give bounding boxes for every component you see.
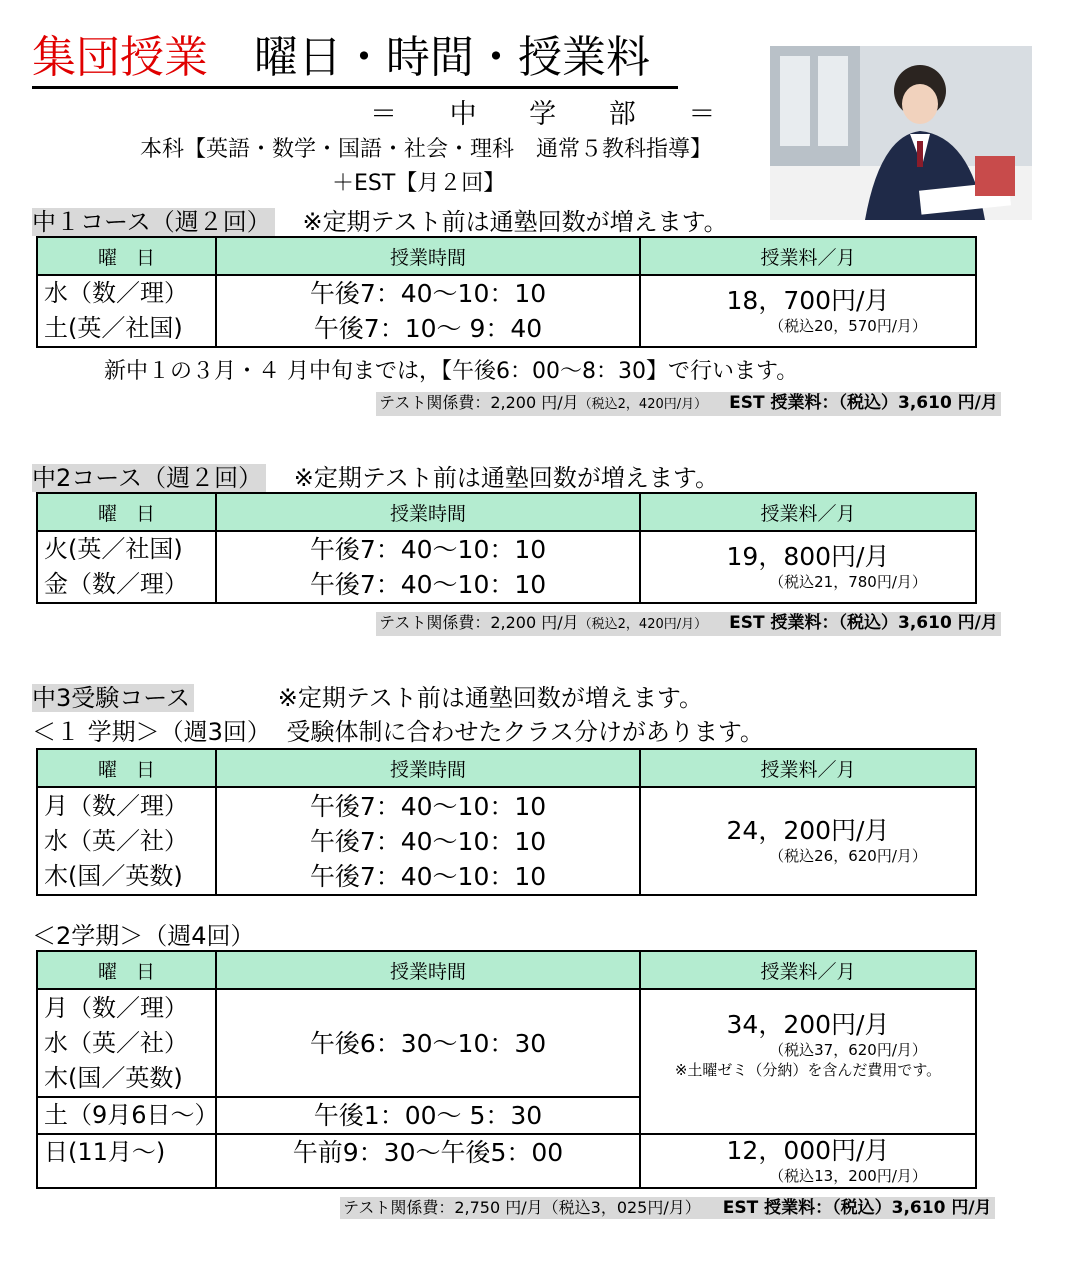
title-red: 集団授業 xyxy=(32,32,208,83)
fee-amount: 18，700円/月 xyxy=(726,286,890,315)
day-label: 火(英／社国) xyxy=(44,535,183,563)
fee-cell xyxy=(640,989,976,1134)
day-cell xyxy=(37,787,216,895)
term1-note: 受験体制に合わせたクラス分けがあります。 xyxy=(286,718,764,746)
est-fee: EST 授業料：（税込）3,610 円/月 xyxy=(729,613,998,633)
term2-title: ＜2学期＞（週4回） xyxy=(32,922,255,950)
fee-cell xyxy=(640,1134,976,1188)
fee-amount: 12，000円/月 xyxy=(726,1136,890,1165)
time-label: 午後6：30～10：30 xyxy=(309,1028,547,1058)
est-fee: EST 授業料：（税込）3,610 円/月 xyxy=(729,393,998,413)
est-line: ＋EST【月２回】 xyxy=(332,171,506,196)
fee-amount: 34，200円/月 xyxy=(726,1009,890,1039)
header-day: 曜 日 xyxy=(37,493,216,531)
header-day: 曜 日 xyxy=(37,237,216,275)
day-cell xyxy=(37,1097,219,1134)
header-day: 曜 日 xyxy=(37,749,216,787)
day-cell xyxy=(37,531,216,603)
day-label: 木(国／英数) xyxy=(44,1063,183,1092)
time-label: 午後7：40～10：10 xyxy=(309,570,547,599)
course3-note: ※定期テスト前は通塾回数が増えます。 xyxy=(277,684,703,712)
day-cell xyxy=(37,989,216,1097)
day-label: 金（数／理） xyxy=(44,570,188,598)
title-black: 曜日・時間・授業料 xyxy=(254,32,650,83)
course1-heading xyxy=(32,202,728,237)
day-label: 土(英／社国) xyxy=(44,314,183,342)
term1-table xyxy=(36,748,977,896)
time-label: 午後7：40～10：10 xyxy=(309,861,547,891)
day-cell xyxy=(37,275,216,347)
course2-heading xyxy=(32,458,719,493)
term2-table xyxy=(36,950,977,1189)
day-label: 月（数／理） xyxy=(44,791,188,820)
course2-fees xyxy=(376,612,1001,636)
header-fee: 授業料／月 xyxy=(640,237,976,275)
time-label: 午後7：40～10：10 xyxy=(309,826,547,856)
time-label: 午後7：40～10：10 xyxy=(309,279,547,308)
fee-cell xyxy=(640,275,976,347)
time-cell xyxy=(216,531,640,603)
header-day: 曜 日 xyxy=(37,951,216,989)
fee-tax: （税込13，200円/月） xyxy=(769,1167,927,1185)
header-fee: 授業料／月 xyxy=(640,951,976,989)
course1-note: ※定期テスト前は通塾回数が増えます。 xyxy=(302,208,728,236)
term1-heading xyxy=(32,712,764,747)
fee-amount: 19，800円/月 xyxy=(726,542,890,571)
day-label: 日(11月～) xyxy=(44,1138,166,1166)
header-time: 授業時間 xyxy=(216,493,640,531)
page-title xyxy=(32,30,678,89)
test-fee: テスト関係費：2,200 円/月 xyxy=(379,613,579,632)
term1-title: ＜１ 学期＞（週3回） xyxy=(32,718,271,746)
header-fee: 授業料／月 xyxy=(640,749,976,787)
time-label: 午後7：10～ 9：40 xyxy=(313,314,543,343)
test-fee: テスト関係費：2,750 円/月（税込3，025円/月） xyxy=(343,1198,701,1217)
course1-table xyxy=(36,236,977,348)
day-label: 木(国／英数) xyxy=(44,861,183,890)
fee-tax: （税込21，780円/月） xyxy=(769,573,927,591)
course2-title: 中2コース（週２回） xyxy=(32,464,266,492)
test-fee: テスト関係費：2,200 円/月 xyxy=(379,393,579,412)
test-fee-tax: （税込2，420円/月） xyxy=(578,397,708,412)
time-cell xyxy=(216,275,640,347)
course3-fees xyxy=(340,1197,995,1219)
est-fee: EST 授業料：（税込）3,610 円/月 xyxy=(722,1198,992,1218)
course1-title: 中１コース（週２回） xyxy=(32,208,275,236)
fee-tax: （税込20，570円/月） xyxy=(769,317,927,335)
course2-table xyxy=(36,492,977,604)
course3-heading xyxy=(32,678,703,713)
header-fee: 授業料／月 xyxy=(640,493,976,531)
time-cell xyxy=(216,1097,640,1134)
course2-note: ※定期テスト前は通塾回数が増えます。 xyxy=(293,464,719,492)
fee-amount: 24，200円/月 xyxy=(726,816,890,845)
fee-cell xyxy=(640,531,976,603)
header-time: 授業時間 xyxy=(216,237,640,275)
division-heading: ＝ 中 学 部 ＝ xyxy=(370,99,738,130)
course3-title: 中3受験コース xyxy=(32,684,194,712)
time-label: 午前9：30～午後5：00 xyxy=(292,1138,564,1167)
day-label: 水（英／社） xyxy=(44,826,188,855)
fee-tax: （税込37，620円/月） xyxy=(769,1040,927,1059)
time-cell xyxy=(216,989,640,1097)
student-photo xyxy=(770,46,1032,220)
time-cell xyxy=(216,1134,640,1188)
test-fee-tax: （税込2，420円/月） xyxy=(578,617,708,632)
time-label: 午後1：00～ 5：30 xyxy=(313,1101,543,1130)
time-cell xyxy=(216,787,640,895)
day-cell xyxy=(37,1134,216,1188)
time-label: 午後7：40～10：10 xyxy=(309,535,547,564)
fee-tax: （税込26，620円/月） xyxy=(769,847,927,865)
header-time: 授業時間 xyxy=(216,951,640,989)
day-label: 土（9月6日～） xyxy=(44,1101,219,1129)
fee-remark: ※土曜ゼミ（分納）を含んだ費用です。 xyxy=(674,1060,942,1079)
course1-fees xyxy=(376,392,1001,416)
day-label: 月（数／理） xyxy=(44,993,188,1022)
time-label: 午後7：40～10：10 xyxy=(309,791,547,821)
header-time: 授業時間 xyxy=(216,749,640,787)
day-label: 水（英／社） xyxy=(44,1028,188,1057)
subjects-line: 本科【英語・数学・国語・社会・理科 通常５教科指導】 xyxy=(140,137,713,162)
march-note: 新中１の３月・４ 月中旬までは，【午後6：00～8：30】で行います。 xyxy=(104,359,799,384)
day-label: 水（数／理） xyxy=(44,279,188,307)
fee-cell xyxy=(640,787,976,895)
